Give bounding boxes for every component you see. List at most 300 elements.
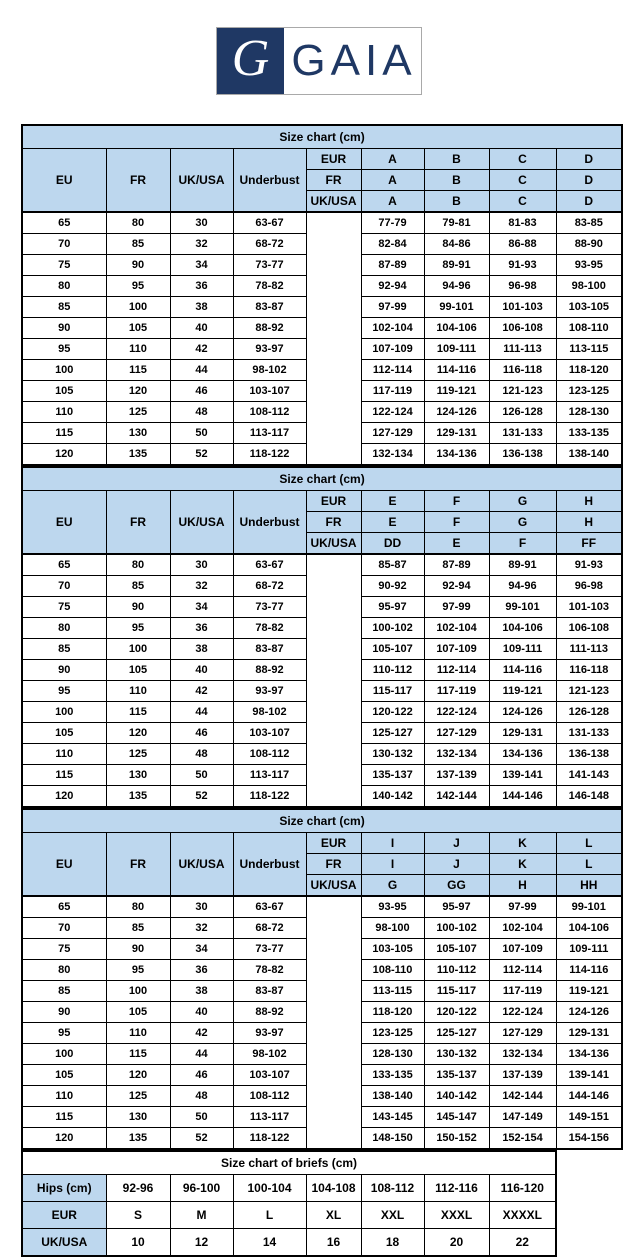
eu-cell: 85 — [22, 639, 106, 660]
cup-range-cell: 122-124 — [424, 702, 489, 723]
briefs-value-cell: 112-116 — [424, 1175, 489, 1202]
cup-range-cell: 122-124 — [361, 402, 424, 423]
eu-cell: 120 — [22, 444, 106, 466]
eu-cell: 115 — [22, 1107, 106, 1128]
underbust-cell: 108-112 — [233, 1086, 306, 1107]
header-row — [22, 833, 622, 854]
cup-range-cell: 142-144 — [489, 1086, 556, 1107]
eu-cell: 120 — [22, 786, 106, 808]
cup-range-cell: 93-95 — [361, 896, 424, 918]
cup-range-cell: 85-87 — [361, 554, 424, 576]
uk-cell: 50 — [170, 423, 233, 444]
fr-cell: 130 — [106, 423, 170, 444]
cup-range-cell: 92-94 — [424, 576, 489, 597]
underbust-cell: 83-87 — [233, 981, 306, 1002]
size-chart-table — [21, 466, 623, 808]
cup-range-cell: 111-113 — [489, 339, 556, 360]
cup-range-cell: 127-129 — [489, 1023, 556, 1044]
cup-size-header: I — [361, 833, 424, 854]
cup-range-cell: 142-144 — [424, 786, 489, 808]
cup-range-cell: 124-126 — [489, 702, 556, 723]
cup-range-cell: 126-128 — [489, 402, 556, 423]
underbust-cell: 88-92 — [233, 318, 306, 339]
cup-size-header: G — [489, 491, 556, 512]
cup-range-cell: 127-129 — [361, 423, 424, 444]
cup-range-cell: 115-117 — [361, 681, 424, 702]
fr-cell: 105 — [106, 1002, 170, 1023]
table-row — [22, 212, 622, 234]
cup-size-header: D — [556, 170, 622, 191]
spacer-column — [306, 554, 361, 807]
briefs-value-cell: 100-104 — [233, 1175, 306, 1202]
cup-range-cell: 104-106 — [424, 318, 489, 339]
uk-cell: 50 — [170, 765, 233, 786]
eu-cell: 100 — [22, 1044, 106, 1065]
cup-range-cell: 97-99 — [361, 297, 424, 318]
cup-range-cell: 136-138 — [556, 744, 622, 765]
monogram-letter: G — [231, 30, 270, 87]
cup-range-cell: 102-104 — [424, 618, 489, 639]
cup-range-cell: 120-122 — [424, 1002, 489, 1023]
column-header: UK/USA — [170, 149, 233, 213]
cup-range-cell: 143-145 — [361, 1107, 424, 1128]
cup-range-cell: 114-116 — [424, 360, 489, 381]
cup-range-cell: 139-141 — [489, 765, 556, 786]
cup-range-cell: 126-128 — [556, 702, 622, 723]
cup-range-cell: 117-119 — [424, 681, 489, 702]
cup-range-cell: 82-84 — [361, 234, 424, 255]
column-header: EU — [22, 491, 106, 555]
cup-range-cell: 132-134 — [361, 444, 424, 466]
cup-range-cell: 112-114 — [361, 360, 424, 381]
cup-range-cell: 97-99 — [424, 597, 489, 618]
briefs-value-cell: 108-112 — [361, 1175, 424, 1202]
cup-range-cell: 94-96 — [489, 576, 556, 597]
briefs-value-cell: 14 — [233, 1229, 306, 1257]
cup-range-cell: 106-108 — [489, 318, 556, 339]
region-label: UK/USA — [306, 875, 361, 897]
cup-range-cell: 107-109 — [361, 339, 424, 360]
eu-cell: 105 — [22, 381, 106, 402]
cup-size-header: B — [424, 170, 489, 191]
briefs-value-cell: 16 — [306, 1229, 361, 1257]
eu-cell: 85 — [22, 981, 106, 1002]
cup-range-cell: 103-105 — [361, 939, 424, 960]
cup-range-cell: 88-90 — [556, 234, 622, 255]
uk-cell: 42 — [170, 681, 233, 702]
underbust-cell: 88-92 — [233, 660, 306, 681]
size-chart-table — [21, 808, 623, 1150]
column-header: FR — [106, 833, 170, 897]
cup-size-header: E — [361, 491, 424, 512]
cup-range-cell: 131-133 — [556, 723, 622, 744]
cup-range-cell: 98-100 — [556, 276, 622, 297]
fr-cell: 115 — [106, 1044, 170, 1065]
cup-range-cell: 108-110 — [361, 960, 424, 981]
briefs-table-host — [21, 1150, 638, 1257]
briefs-value-cell: XL — [306, 1202, 361, 1229]
fr-cell: 90 — [106, 255, 170, 276]
uk-cell: 30 — [170, 212, 233, 234]
cup-range-cell: 107-109 — [424, 639, 489, 660]
cup-range-cell: 109-111 — [556, 939, 622, 960]
cup-size-header: K — [489, 833, 556, 854]
cup-range-cell: 102-104 — [361, 318, 424, 339]
eu-cell: 90 — [22, 1002, 106, 1023]
column-header: Underbust — [233, 491, 306, 555]
cup-range-cell: 123-125 — [361, 1023, 424, 1044]
cup-range-cell: 101-103 — [489, 297, 556, 318]
underbust-cell: 103-107 — [233, 723, 306, 744]
fr-cell: 100 — [106, 981, 170, 1002]
table-row — [22, 554, 622, 576]
eu-cell: 65 — [22, 554, 106, 576]
eu-cell: 115 — [22, 765, 106, 786]
cup-range-cell: 119-121 — [424, 381, 489, 402]
uk-cell: 42 — [170, 339, 233, 360]
cup-range-cell: 133-135 — [556, 423, 622, 444]
cup-range-cell: 125-127 — [361, 723, 424, 744]
uk-cell: 32 — [170, 576, 233, 597]
fr-cell: 80 — [106, 554, 170, 576]
cup-range-cell: 138-140 — [556, 444, 622, 466]
cup-range-cell: 87-89 — [361, 255, 424, 276]
underbust-cell: 63-67 — [233, 212, 306, 234]
underbust-cell: 73-77 — [233, 939, 306, 960]
cup-range-cell: 83-85 — [556, 212, 622, 234]
eu-cell: 85 — [22, 297, 106, 318]
cup-range-cell: 150-152 — [424, 1128, 489, 1150]
cup-range-cell: 114-116 — [556, 960, 622, 981]
cup-size-header: B — [424, 149, 489, 170]
fr-cell: 105 — [106, 660, 170, 681]
cup-range-cell: 135-137 — [361, 765, 424, 786]
fr-cell: 120 — [106, 723, 170, 744]
cup-range-cell: 121-123 — [489, 381, 556, 402]
fr-cell: 125 — [106, 1086, 170, 1107]
uk-cell: 46 — [170, 381, 233, 402]
fr-cell: 125 — [106, 402, 170, 423]
underbust-cell: 118-122 — [233, 786, 306, 808]
cup-range-cell: 99-101 — [556, 896, 622, 918]
uk-cell: 30 — [170, 554, 233, 576]
eu-cell: 120 — [22, 1128, 106, 1150]
cup-range-cell: 84-86 — [424, 234, 489, 255]
cup-size-header: G — [361, 875, 424, 897]
cup-range-cell: 135-137 — [424, 1065, 489, 1086]
uk-cell: 44 — [170, 702, 233, 723]
eu-cell: 75 — [22, 939, 106, 960]
uk-cell: 52 — [170, 444, 233, 466]
fr-cell: 95 — [106, 276, 170, 297]
underbust-cell: 78-82 — [233, 960, 306, 981]
uk-cell: 40 — [170, 1002, 233, 1023]
briefs-value-cell: S — [106, 1202, 170, 1229]
region-label: UK/USA — [306, 191, 361, 213]
cup-size-header: C — [489, 170, 556, 191]
table-row — [22, 1229, 556, 1257]
briefs-value-cell: 104-108 — [306, 1175, 361, 1202]
cup-range-cell: 137-139 — [489, 1065, 556, 1086]
cup-range-cell: 140-142 — [361, 786, 424, 808]
eu-cell: 65 — [22, 896, 106, 918]
table-title-row — [22, 809, 622, 833]
cup-range-cell: 136-138 — [489, 444, 556, 466]
cup-range-cell: 117-119 — [361, 381, 424, 402]
gaia-logo — [216, 27, 422, 95]
uk-cell: 34 — [170, 255, 233, 276]
eu-cell: 70 — [22, 234, 106, 255]
cup-range-cell: 89-91 — [489, 554, 556, 576]
cup-range-cell: 116-118 — [489, 360, 556, 381]
cup-range-cell: 105-107 — [361, 639, 424, 660]
cup-range-cell: 115-117 — [424, 981, 489, 1002]
cup-range-cell: 93-95 — [556, 255, 622, 276]
column-header: FR — [106, 149, 170, 213]
underbust-cell: 108-112 — [233, 744, 306, 765]
cup-range-cell: 128-130 — [361, 1044, 424, 1065]
uk-cell: 30 — [170, 896, 233, 918]
column-header: Underbust — [233, 149, 306, 213]
fr-cell: 90 — [106, 939, 170, 960]
cup-range-cell: 100-102 — [361, 618, 424, 639]
uk-cell: 48 — [170, 402, 233, 423]
fr-cell: 85 — [106, 576, 170, 597]
table-title-row — [22, 467, 622, 491]
cup-size-header: L — [556, 854, 622, 875]
cup-range-cell: 118-120 — [361, 1002, 424, 1023]
eu-cell: 110 — [22, 1086, 106, 1107]
cup-range-cell: 146-148 — [556, 786, 622, 808]
cup-range-cell: 99-101 — [424, 297, 489, 318]
cup-size-header: GG — [424, 875, 489, 897]
underbust-cell: 103-107 — [233, 381, 306, 402]
cup-range-cell: 122-124 — [489, 1002, 556, 1023]
eu-cell: 100 — [22, 702, 106, 723]
cup-range-cell: 129-131 — [489, 723, 556, 744]
cup-range-cell: 154-156 — [556, 1128, 622, 1150]
eu-cell: 75 — [22, 597, 106, 618]
cup-size-header: FF — [556, 533, 622, 555]
cup-range-cell: 132-134 — [424, 744, 489, 765]
uk-cell: 40 — [170, 318, 233, 339]
cup-range-cell: 104-106 — [489, 618, 556, 639]
cup-range-cell: 103-105 — [556, 297, 622, 318]
spacer-column — [306, 212, 361, 465]
column-header: UK/USA — [170, 833, 233, 897]
uk-cell: 44 — [170, 1044, 233, 1065]
uk-cell: 34 — [170, 597, 233, 618]
cup-range-cell: 101-103 — [556, 597, 622, 618]
cup-size-header: J — [424, 854, 489, 875]
cup-range-cell: 105-107 — [424, 939, 489, 960]
size-chart-sheet — [21, 124, 638, 1257]
uk-cell: 46 — [170, 1065, 233, 1086]
eu-cell: 105 — [22, 1065, 106, 1086]
underbust-cell: 83-87 — [233, 297, 306, 318]
cup-range-cell: 129-131 — [424, 423, 489, 444]
cup-range-cell: 121-123 — [556, 681, 622, 702]
eu-cell: 95 — [22, 1023, 106, 1044]
cup-range-cell: 145-147 — [424, 1107, 489, 1128]
cup-range-cell: 130-132 — [424, 1044, 489, 1065]
cup-size-header: HH — [556, 875, 622, 897]
spacer-column — [306, 896, 361, 1149]
cup-size-header: C — [489, 191, 556, 213]
uk-cell: 36 — [170, 618, 233, 639]
fr-cell: 95 — [106, 960, 170, 981]
cup-range-cell: 112-114 — [424, 660, 489, 681]
briefs-value-cell: XXXL — [424, 1202, 489, 1229]
cup-range-cell: 104-106 — [556, 918, 622, 939]
underbust-cell: 68-72 — [233, 576, 306, 597]
fr-cell: 130 — [106, 765, 170, 786]
size-chart-title: Size chart (cm) — [22, 467, 622, 491]
cup-size-header: C — [489, 149, 556, 170]
cup-range-cell: 110-112 — [361, 660, 424, 681]
cup-range-cell: 102-104 — [489, 918, 556, 939]
briefs-value-cell: 10 — [106, 1229, 170, 1257]
size-tables — [21, 124, 638, 1150]
fr-cell: 115 — [106, 702, 170, 723]
uk-cell: 52 — [170, 786, 233, 808]
underbust-cell: 93-97 — [233, 681, 306, 702]
eu-cell: 65 — [22, 212, 106, 234]
eu-cell: 80 — [22, 960, 106, 981]
briefs-chart-title: Size chart of briefs (cm) — [22, 1151, 556, 1175]
underbust-cell: 78-82 — [233, 618, 306, 639]
cup-range-cell: 148-150 — [361, 1128, 424, 1150]
cup-range-cell: 96-98 — [556, 576, 622, 597]
eu-cell: 115 — [22, 423, 106, 444]
cup-size-header: H — [556, 491, 622, 512]
underbust-cell: 118-122 — [233, 444, 306, 466]
underbust-cell: 68-72 — [233, 918, 306, 939]
cup-size-header: L — [556, 833, 622, 854]
eu-cell: 75 — [22, 255, 106, 276]
cup-range-cell: 133-135 — [361, 1065, 424, 1086]
cup-size-header: D — [556, 149, 622, 170]
briefs-value-cell: 92-96 — [106, 1175, 170, 1202]
cup-range-cell: 138-140 — [361, 1086, 424, 1107]
column-header: EU — [22, 149, 106, 213]
cup-range-cell: 81-83 — [489, 212, 556, 234]
fr-cell: 120 — [106, 381, 170, 402]
cup-range-cell: 141-143 — [556, 765, 622, 786]
fr-cell: 105 — [106, 318, 170, 339]
fr-cell: 125 — [106, 744, 170, 765]
cup-range-cell: 110-112 — [424, 960, 489, 981]
size-chart-title: Size chart (cm) — [22, 809, 622, 833]
cup-range-cell: 109-111 — [489, 639, 556, 660]
fr-cell: 100 — [106, 639, 170, 660]
eu-cell: 90 — [22, 318, 106, 339]
cup-range-cell: 128-130 — [556, 402, 622, 423]
cup-range-cell: 147-149 — [489, 1107, 556, 1128]
uk-cell: 40 — [170, 660, 233, 681]
uk-cell: 44 — [170, 360, 233, 381]
header-row — [22, 149, 622, 170]
underbust-cell: 88-92 — [233, 1002, 306, 1023]
cup-range-cell: 92-94 — [361, 276, 424, 297]
region-label: UK/USA — [306, 533, 361, 555]
cup-size-header: E — [424, 533, 489, 555]
fr-cell: 120 — [106, 1065, 170, 1086]
size-chart-title: Size chart (cm) — [22, 125, 622, 149]
cup-size-header: K — [489, 854, 556, 875]
cup-size-header: G — [489, 512, 556, 533]
cup-range-cell: 124-126 — [556, 1002, 622, 1023]
fr-cell: 135 — [106, 444, 170, 466]
cup-size-header: F — [424, 491, 489, 512]
cup-size-header: H — [489, 875, 556, 897]
fr-cell: 110 — [106, 1023, 170, 1044]
underbust-cell: 98-102 — [233, 1044, 306, 1065]
table-row — [22, 1175, 556, 1202]
briefs-value-cell: 20 — [424, 1229, 489, 1257]
underbust-cell: 108-112 — [233, 402, 306, 423]
cup-range-cell: 132-134 — [489, 1044, 556, 1065]
fr-cell: 135 — [106, 1128, 170, 1150]
fr-cell: 80 — [106, 896, 170, 918]
uk-cell: 36 — [170, 960, 233, 981]
cup-size-header: J — [424, 833, 489, 854]
cup-range-cell: 139-141 — [556, 1065, 622, 1086]
uk-cell: 52 — [170, 1128, 233, 1150]
fr-cell: 115 — [106, 360, 170, 381]
cup-range-cell: 91-93 — [556, 554, 622, 576]
cup-size-header: H — [556, 512, 622, 533]
fr-cell: 100 — [106, 297, 170, 318]
cup-range-cell: 120-122 — [361, 702, 424, 723]
underbust-cell: 68-72 — [233, 234, 306, 255]
underbust-cell: 63-67 — [233, 896, 306, 918]
eu-cell: 110 — [22, 744, 106, 765]
cup-range-cell: 119-121 — [489, 681, 556, 702]
fr-cell: 130 — [106, 1107, 170, 1128]
cup-size-header: I — [361, 854, 424, 875]
eu-cell: 100 — [22, 360, 106, 381]
uk-cell: 36 — [170, 276, 233, 297]
uk-cell: 32 — [170, 918, 233, 939]
cup-range-cell: 113-115 — [361, 981, 424, 1002]
cup-range-cell: 98-100 — [361, 918, 424, 939]
cup-size-header: A — [361, 149, 424, 170]
cup-range-cell: 86-88 — [489, 234, 556, 255]
underbust-cell: 113-117 — [233, 423, 306, 444]
region-label: EUR — [306, 149, 361, 170]
eu-cell: 70 — [22, 918, 106, 939]
eu-cell: 95 — [22, 339, 106, 360]
underbust-cell: 78-82 — [233, 276, 306, 297]
row-label: EUR — [22, 1202, 106, 1229]
cup-range-cell: 113-115 — [556, 339, 622, 360]
underbust-cell: 103-107 — [233, 1065, 306, 1086]
cup-range-cell: 131-133 — [489, 423, 556, 444]
eu-cell: 110 — [22, 402, 106, 423]
cup-range-cell: 100-102 — [424, 918, 489, 939]
cup-range-cell: 112-114 — [489, 960, 556, 981]
gaia-monogram-icon — [217, 28, 284, 94]
uk-cell: 34 — [170, 939, 233, 960]
briefs-value-cell: L — [233, 1202, 306, 1229]
underbust-cell: 93-97 — [233, 1023, 306, 1044]
underbust-cell: 98-102 — [233, 360, 306, 381]
region-label: EUR — [306, 833, 361, 854]
cup-range-cell: 95-97 — [361, 597, 424, 618]
cup-size-header: DD — [361, 533, 424, 555]
fr-cell: 80 — [106, 212, 170, 234]
